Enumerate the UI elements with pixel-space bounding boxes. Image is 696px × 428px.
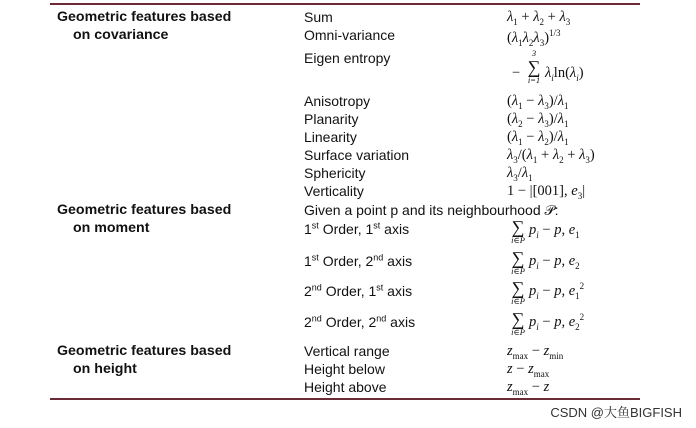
moment-name-1: 1st Order, 1st axis	[304, 220, 410, 237]
feature-name: Eigen entropy	[304, 50, 391, 66]
formula-anisotropy: $(\lambda_1 - \lambda_3)/\lambda_1$	[507, 93, 569, 111]
feature-name: Height above	[304, 379, 387, 395]
table-top-rule	[50, 3, 640, 5]
category-covariance-line1: Geometric features based	[57, 9, 232, 25]
feature-name: Verticality	[304, 183, 364, 199]
moment-formula-1: $p_i - p$, $e_1$	[529, 222, 580, 240]
sum-symbol: ∑ i∈P	[511, 309, 525, 337]
feature-name: Planarity	[304, 111, 359, 127]
category-covariance-line2: on covariance	[73, 27, 169, 43]
table-bottom-rule	[50, 398, 640, 400]
formula-height-above: $z_{max} - z$	[507, 379, 550, 397]
feature-name: Sum	[304, 9, 333, 25]
moment-formula-4: $p_i - p$, $e_2^2$	[529, 312, 585, 332]
sum-symbol: ∑ i∈P	[511, 217, 525, 245]
watermark: CSDN @大鱼BIGFISH	[550, 405, 682, 420]
category-moment-line1: Geometric features based	[57, 202, 232, 218]
sum-symbol: 3 ∑ i=1	[527, 48, 541, 85]
feature-name: Omni-variance	[304, 27, 396, 43]
sum-symbol: ∑ i∈P	[511, 248, 525, 276]
formula-eigen-entropy-minus: −	[512, 65, 521, 81]
moment-formula-3: $p_i - p$, $e_1^2$	[529, 281, 585, 301]
feature-name: Sphericity	[304, 165, 366, 181]
moment-name-4: 2nd Order, 2nd axis	[304, 313, 416, 330]
moment-intro: Given a point p and its neighbourhood 𝒫:	[304, 202, 559, 218]
formula-sum: $\lambda_1 + \lambda_2 + \lambda_3$	[507, 9, 571, 27]
sum-symbol: ∑ i∈P	[511, 278, 525, 306]
feature-name: Surface variation	[304, 147, 410, 163]
formula-height-below: $z - z_{max}$	[507, 361, 550, 379]
moment-name-3: 2nd Order, 1st axis	[304, 282, 413, 299]
feature-name: Anisotropy	[304, 93, 371, 109]
formula-vertical-range: $z_{max} - z_{min}$	[507, 343, 564, 361]
category-moment-line2: on moment	[73, 220, 150, 236]
category-height-line1: Geometric features based	[57, 343, 232, 359]
feature-name: Height below	[304, 361, 385, 377]
formula-omnivariance: $(\lambda_1\lambda_2\lambda_3)^{1/3}$	[507, 28, 561, 48]
formula-eigen-entropy: $\lambda_i\ln(\lambda_i)$	[545, 65, 584, 83]
formula-surface-variation: $\lambda_3/(\lambda_1 + \lambda_2 + \lambda_3)$	[507, 147, 595, 165]
formula-planarity: $(\lambda_2 - \lambda_3)/\lambda_1$	[507, 111, 569, 129]
feature-name: Linearity	[304, 129, 357, 145]
moment-name-2: 1st Order, 2nd axis	[304, 252, 413, 269]
formula-verticality: 1 − |[001], $e_3|$	[507, 183, 586, 201]
feature-name: Vertical range	[304, 343, 390, 359]
moment-formula-2: $p_i - p$, $e_2$	[529, 253, 580, 271]
formula-linearity: $(\lambda_1 - \lambda_2)/\lambda_1$	[507, 129, 569, 147]
category-height-line2: on height	[73, 361, 137, 377]
formula-sphericity: $\lambda_3/\lambda_1$	[507, 165, 533, 183]
